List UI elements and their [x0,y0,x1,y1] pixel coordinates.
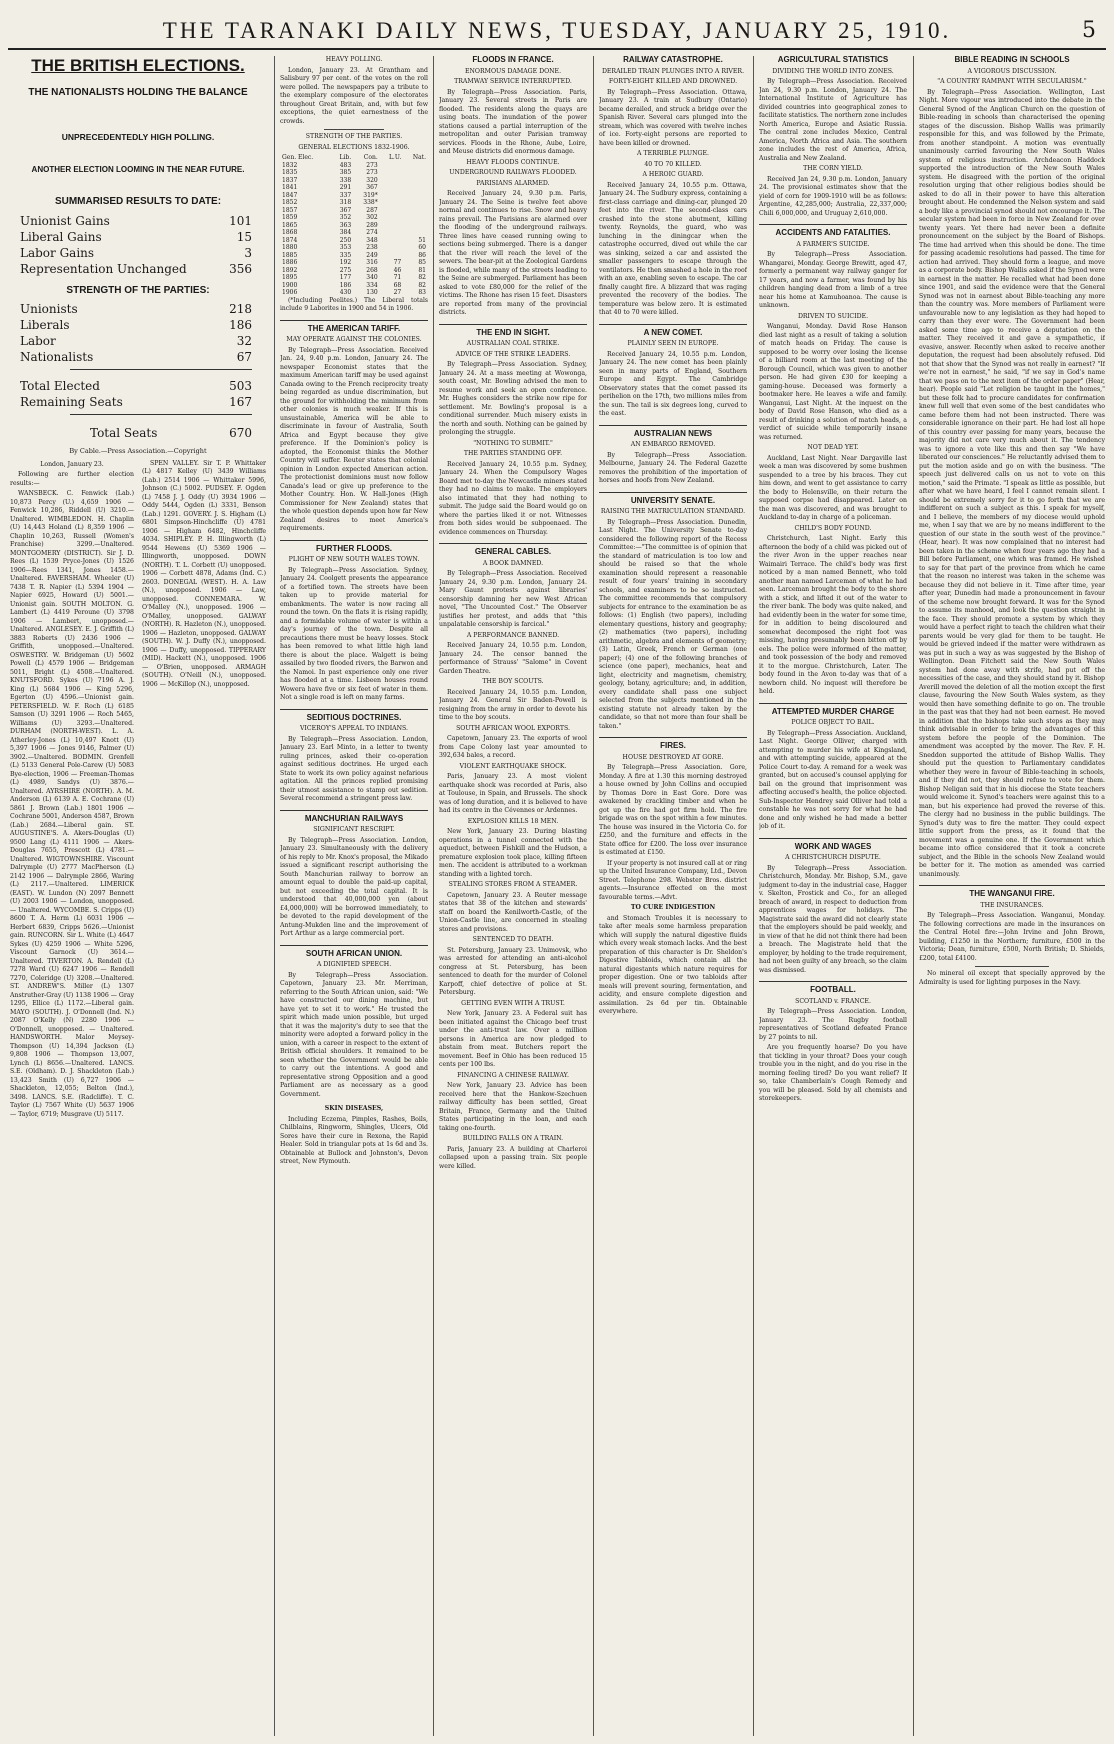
article-subheading: 40 TO 70 KILLED. [644,160,702,168]
article-subheading: HEAVY FLOODS CONTINUE. [466,158,560,166]
table-row [280,199,428,207]
table-cell [380,222,404,230]
article-heading: BIBLE READING IN SCHOOLS [954,56,1070,64]
article-heading: FLOODS IN FRANCE. [472,56,554,64]
table-row [280,252,428,260]
dateline: London, January 23. [40,460,104,468]
table-cell: 1880 [282,244,298,251]
seats-rule [70,414,252,415]
summary-row: Representation Unchanged 356 [20,261,252,276]
party-row: Unionists 218 [20,302,252,316]
article-heading: ATTEMPTED MURDER CHARGE [759,703,907,717]
table-cell: 1906 [282,289,298,296]
table-cell: 384 [339,229,352,236]
table-cell: 77 [393,259,402,266]
table-title: GENERAL ELECTIONS 1832-1906. [298,143,410,151]
article-subheading: STEALING STORES FROM A STEAMER. [448,881,578,888]
table-cell: 316 [366,259,378,266]
article-body: By Telegraph—Press Association. Auckland, Last Night. George Olliver, charged with attempting to murder his wife at Kingsland, and with attempting suicide, appeared at the Police Court to-day. A remand for a week was granted, but on accused's counsel applying for bail on the ground that imprisonment was affecting accused's health, the police objected. Sub-Inspector Hendrey said Olliver had told a constable he was not sorry for what he had done and only wished he had made a better job of it. [759,729,907,830]
divider [324,129,383,130]
article-subheading: AN EMBARGO REMOVED. [630,441,716,448]
article-subheading: THE INSURANCES. [980,901,1044,909]
table-cell [403,229,428,237]
article-subheading: PLAINLY SEEN IN EUROPE. [627,340,719,347]
article-body: No mineral oil except that specially approved by the Admiralty is used for lighting purposes in the Navy. [919,970,1105,986]
table-cell: 367 [366,184,378,191]
table-cell: 46 [393,266,402,274]
article-heading: SEDITIOUS DOCTRINES. [280,709,428,723]
article-subheading: THE CORN YIELD. [803,165,863,172]
table-cell: 291 [339,184,352,191]
table-cell: 1885 [282,251,298,259]
table-cell [403,162,428,170]
article-body: Capetown, January 23. The exports of wool from Cape Colony last year amounted to 392,634 bales, a record. [439,735,587,759]
article-body: By Telegraph—Press Association. London, January 23. The Rugby football representatives of Scotland defeated France by 27 points to nil. [759,1008,907,1041]
intro-text: Following are further election results:— [10,471,134,487]
article-body: By Telegraph—Press Association. London, January 23. Earl Minto, in a letter to twenty ruling princes, asked their co-operation against seditious doctrines. He urged each State to work its own policy against nefarious agitation. All the princes replied promising their utmost assistance to stamp out sedition. Several recommend a stringent press law. [280,735,428,802]
table-cell [403,199,428,207]
table-note: (*Including Peelites.) The Liberal totals include 9 Laborites in 1900 and 54 in 1906. [280,296,428,312]
article-subheading: DRIVEN TO SUICIDE. [797,312,869,320]
article-heading: RAILWAY CATASTROPHE. [623,56,723,64]
table-cell: 363 [339,221,352,229]
article-body: St. Petersburg, January 23. Unimovsk, who was arrested for attending an anti-alcohol congress at St. Petersburg, has been sentenced to death for the murder of Colonel Karpoff, chief detective of police at St. Petersburg. [439,946,587,996]
article-subheading: A FARMER'S SUICIDE. [796,240,870,248]
table-cell: 367 [339,206,352,214]
article-heading: A NEW COMET. [599,324,747,338]
table-cell: 82 [418,281,426,289]
table-cell: 238 [366,244,378,251]
table-cell: 319* [363,191,378,199]
table-cell [380,244,404,252]
table-cell: 51 [418,236,426,244]
table-cell: 340 [366,274,378,281]
table-cell: 268 [366,266,378,274]
article-heading: ACCIDENTS AND FATALITIES. [759,224,907,238]
article-subheading: AUSTRALIAN COAL STRIKE. [466,340,560,347]
table-cell: 353 [339,244,352,251]
table-cell: 250 [339,236,352,244]
article-heading: FOOTBALL. [759,981,907,995]
table-row [280,282,428,290]
table-cell: 1892 [282,266,298,274]
table-cell: 83 [418,289,426,296]
article-body: London, January 23. At Grantham and Salisbury 97 per cent. of the votes on the roll were polled. The newspapers pay a tribute to the exemplary composure of the electorates throughout Great Britain, and, with but few exceptions, the quiet earnestness of the crowds. [280,66,428,125]
total-seats-row: Total Seats 670 [90,426,252,440]
article-subheading: "NOTHING TO SUBMIT." [473,439,553,447]
table-cell: 1886 [282,259,298,266]
article-subheading: MAY OPERATE AGAINST THE COLONIES. [286,336,422,343]
advert-body: and Stomach Troubles it is necessary to take after meals some harmless preparation which will supply the natural digestive fluids which every weak stomach lacks. And the best preparation of this character is Dr. Sheldon's Digestive Tabloids, which contain all the natural digestants which nature requires for proper digestion. One or two tabloids after meals will prevent souring, fermentation, and acidity, and ensure complete digestion and assimilation. 2s 6d per tin. Obtainable everywhere. [599,914,747,1015]
summary-list [10,213,266,277]
table-cell [380,177,404,185]
article-body: By Telegraph—Press Association. Sydney, January 24. Coolgett presents the appearance of a fortified town. The streets have been taken up to provide material for embankments. The water is now racing all round the town. On the flats it is rising rapidly, and a formidable volume of water is within a day's journey of the town. Despite all precautions there must be heavy losses. Stock has been removed to what little high land there is about the place. Walgett is being assailed by two flooded rivers, the Barwon and the Namoi. In past experience only one river has flooded at a time. Lisbeen houses round Wowera have five or six feet of water in them. Not a single road is left on many farms. [280,566,428,701]
article-heading: AGRICULTURAL STATISTICS [777,56,889,64]
table-cell: 249 [366,251,378,259]
table-cell: 1841 [282,184,298,191]
article-subheading: SCOTLAND v. FRANCE. [795,997,871,1005]
table-cell: 186 [339,281,352,289]
headline: THE BRITISH ELECTIONS. [31,56,245,75]
masthead-title: THE TARANAKI DAILY NEWS, TUESDAY, JANUARY 25, 1910. [162,18,952,43]
article-heading: AUSTRALIAN NEWS [599,425,747,439]
article-subheading: EXPLOSION KILLS 18 MEN. [467,817,559,825]
article-heading: GENERAL CABLES. [439,543,587,557]
table-header-row: Gen. Elec. Lib. Con. L.U. Nat. [282,154,426,161]
article-subheading: HOUSE DESTROYED AT GORE. [622,753,724,761]
table-cell: 338 [339,176,352,184]
table-cell: 1835 [282,169,298,176]
article-heading: THE END IN SIGHT. [439,324,587,338]
article-heading: HEAVY POLLING. [325,56,383,63]
article-subheading: UNDERGROUND RAILWAYS FLOODED. [449,169,577,176]
table-cell: 177 [339,274,352,281]
article-subheading: SENTENCED TO DEATH. [472,936,554,943]
table-cell: 334 [366,281,378,289]
article-heading: SOUTH AFRICAN UNION. [280,945,428,959]
table-cell: 335 [339,251,352,259]
article-body: By Telegraph—Press Association. Received Jan 24, 9.30 p.m. London, January 24. The International Institute of Agriculture has divided countries into geographical zones to facilitate statistics. The northern zone includes North America, Europe and Asiatic Russia. The central zone includes Mexico, Central America, North Africa and Asia. The southern zone includes the rest of America, Africa, Australia and New Zealand. [759,78,907,162]
results-right [142,460,266,1122]
table-cell [403,169,428,177]
table-cell [380,184,404,192]
table-cell: 1837 [282,176,298,184]
article-subheading: THE PARTIES STANDING OFF. [463,450,563,457]
total-row: Total Elected 503 [20,379,252,393]
article-subheading: VICEROY'S APPEAL TO INDIANS. [299,725,409,732]
summary-heading: SUMMARISED RESULTS TO DATE: [54,196,222,207]
article-body: Capetown, January 23. A Reuter message states that 38 of the kitchen and stewards' staff on board the Kenilworth-Castle, of the Union-Castle line, are concerned in stealing stores and provisions. [439,891,587,933]
table-cell: 320 [366,176,378,184]
article-body: Paris, January 23. A most violent earthquake shock was recorded at Paris, also at Toulouse, in Spain, and Brussels. The shock was of long duration, and it is believed to have had its centre in the Cévennes or Ardennes. [439,773,587,814]
table-row [280,162,428,170]
table-cell: 289 [366,221,378,229]
advert-heading: SKIN DISEASES, [324,1105,384,1112]
summary-row: Liberal Gains 15 [20,229,252,244]
article-body: Received January 24, 10.55 p.m. London, January 24. The new comet has been plainly seen in many parts of England, Southern Europe and Egypt. The Cambridge Observatory states that the comet passed its perihelion on the 17th, two millions miles from the sun. The tail is six degrees long, curved to the east. [599,350,747,417]
article-subheading: GETTING EVEN WITH A TRUST. [461,999,565,1007]
results-text: WANSBECK. C. Fenwick (Lab.) 10,873 Percy (U.) 4,659 1906 — Fenwick 10,286, Riddell (U) 3210.—Unaltered. WIMBLEDON. H. Chaplin (U) 14,443 Holand (L) 8,359 1906 — Chaplin 10,263, Russell (Women's Franchise) 3299.—Unaltered. MONTGOMERY (DISTRICT). Sir J. D. Rees (L) 1539 Pryce-Jones (U) 1526 1906—Rees 1341, Jones 1458.—Unaltered. FAVERSHAM. Wheeler (U) 7438 T. R. Napier (L) 5394 1904 — Napier 6925, Howard (U) 5001.—Unionist gain. SOUTH MOLTON. G. Lambert (L) 4419 Peroune (U) 3798 1906 — Lambert, unopposed.—Unaltered. ANGLESEY. E. J. Griffith (L) 3883 Roberts (U) 2436 1906 — Griffith, unopposed.—Unaltered. OSWESTRY. W. Bridgeman (U) 5602 Powell (L) 4579 1906 — Bridgeman 5011, Bright (L) 4508.—Unaltered. KNUTSFORD. Sykes (U) 7196 A. J. King (L) 5684 1906 — King 5296, Egerton (U) 4596.—Unionist gain. PETERSFIELD. W. F. Roch (L) 6185 Samson (U) 3291 1906 — Roch 5465, Williams (U) 3293.—Unaltered. DURHAM (NORTH-WEST). L. A. Atherley-Jones (L) 10,497 Knott (U) 5,397 1906 — Jones 9146, Palmer (U) 3902.—Unaltered. BODMIN. Grenfell (L) 5133 General Pole-Carew (U) 5083 Bye-election, 1906 — Freeman-Thomas (L) 4989, Sandys (U) 3876.—Unaltered. AYRSHIRE (NORTH). A. M. Anderson (L) 6139 A. E. Cochrane (U) 5861 J. Brown (Lab.) 1801 1906 — Cochrane 5001, Anderson 4587, Brown (Lab.) 2684.—Liberal gain. ST. AUGUSTINE'S. A. Akers-Douglas (U) 9500 Lang (L) 4111 1906 — Akers-Douglas 7655, Prescott (L) 4781.—Unaltered. WIGTOWNSHIRE. Viscount Dalrymple (U) 2777 MacPherson (L) 2142 1906 — Dalrymple 2866, Waring (L) 2117.—Unaltered. LIMERICK (EAST). W. Lundon (N) 2097 Bennett (U) 2003 1906 — London, unopposed. — Unaltered. WYCOMBE. S. Cripps (U) 8600 T. A. Herm (L) 6031 1906 — Herbert 6839, Cripps 5626.—Unionist gain. RUNCORN. Sir L. White (L) 4647 Sykes (U) 4259 1906 — White 5296, Viscount Garnock (U) 3614.—Unaltered. TIVERTON. A. Rendell (L) 7278 Ward (U) 6247 1906 — Rendell 7270, Coleridge (U) 3208.—Unaltered. ST. ANDREW'S. Miller (L) 1307 Anstruther-Gray (U) 1138 1906 — Gray 1295, Ellice (L) 1172.—Liberal gain. MAYO (SOUTH). J. O'Donnell (Ind. N.) 2087 O'Kelly (N) 2280 1906 — O'Donnell, unopposed. — Unaltered. HANDSWORTH. Malor Meysey-Thompson (U) 14,394 Jackson (L) 9,808 1906 — Thompson 13,007, Lynch (L) 8656.—Unaltered. LANCS. S.E. (Oldham). D. J. Shackleton (Lab.) 13,423 Smith (U) 6,727 1906 — Shackleton, 12,055; Belton (Ind.), 3498. LANCS. S.E. (Radcliffe). T. C. Taylor (L) 7567 White (U) 5637 1906 — Taylor, 6719; Musgrave (U) 5117. [10,490,134,1118]
table-cell: 1857 [282,206,298,214]
table-cell [403,222,428,230]
parties-list [10,301,266,365]
table-cell [403,184,428,192]
article-subheading: DERAILED TRAIN PLUNGES INTO A RIVER. [601,67,745,75]
table-cell: 338* [363,199,378,206]
article-subheading: PARISIANS ALARMED. [476,179,550,187]
table-cell: 60 [418,244,426,251]
article-body: By Telegraph—Press Association. Paris, January 23. Several streets in Paris are flooded. The residents along the quays are using boats. The inundation of the power stations caused a partial interruption of the metropolitan and outer Parisian tramway services. Floods in the Rhone, Aube, Loire, and Meuse districts did enormous damage. [439,88,587,155]
article-body: By Telegraph—Press Association. Sydney, January 24. At a mass meeting at Wowonga, south coast, Mr. Bowling advised the men to resume work and seek an open conference. Mr. Hughes considers the strike now ripe for settlement. Mr. Bowling's proposal is a conditional surrender. Much misery exists in the north and south. Nothing can be gained by prolonging the struggle. [439,361,587,436]
table-cell: 68 [393,281,402,289]
article-subheading: ENORMOUS DAMAGE DONE. [464,67,562,75]
column-rule [274,56,275,1736]
article-body: By Telegraph—Press Association. Received Jan. 24, 9.40 p.m. London, January 24. The newspaper Economist states that the maximum American tariff may be used against Canada owing to the French reciprocity treaty being regarded as undue discrimination, but the ground for withholding the minimum from other colonies is much weaker. If this is unsustainable, America will be able to discriminate in favour of Australia, South Africa and Egypt because they give preference. If the Dominion's policy is adopted, the Economist thinks the Mother Country will suffer. Reuter states that colonial opinion in London expected American action. The protectionist dominions must now follow Canada's lead or give up preference to the Mother Country. Hon. W. Hall-Jones (High Commissioner for New Zealand) states that the whole question depends upon how far New Zealand desires to meet America's requirements. [280,346,428,532]
table-row [280,207,428,215]
results-area [10,460,266,1122]
article-subheading: ADVICE OF THE STRIKE LEADERS. [455,350,571,358]
table-cell: 275 [339,266,352,274]
article-subheading: A DIGNIFIED SPEECH. [316,961,392,968]
party-row: Liberals 186 [20,318,252,332]
table-cell: 192 [339,259,352,266]
article-subheading: "A COUNTRY RAMPANT WITH SECULARISM." [937,78,1087,85]
column-rule [433,56,434,1736]
article-subheading: SIGNIFICANT RESCRIPT. [313,826,395,833]
table-cell: 430 [339,289,352,296]
article-subheading: POLICE OBJECT TO BAIL. [791,719,875,726]
article-heading: FURTHER FLOODS. [280,540,428,554]
total-row: Remaining Seats 167 [20,395,252,409]
article-body: Received January 24, 10.55 p.m. Ottawa, January 24. The Sudbury express, containing a first-class carriage and dining-car, plunged 20 feet into the river. The second-class cars crashed into the stone abutment, killing twenty. Reynolds, the guard, who was lunching in the diningcar when the catastrophe occurred, dived out while the car was sinking, seized a car and assisted the smaller passengers to escape through the ventilators. He then smashed a hole in the roof with an axe, enabling seven to escape. The car finally caught fire. A blizzard that was raging prevented the recovery of the bodies. The temperature was below zero. It is estimated that 40 to 70 were killed. [599,181,747,316]
masthead [8,18,1106,50]
table-cell [380,252,404,260]
article-body: New York, January 23. During blasting operations in a tunnel connected with the aqueduct, between Fishkill and the Hudson, a premature explosion took place, killing fifteen men. The accident is attributed to a workman standing with a lighted torch. [439,828,587,878]
article-body: Christchurch, Last Night. Early this afternoon the body of a child was picked out of the river Avon in the upper reaches near Waimairi Terrace. The child's body was first noticed by a man named Bennett, who told another man named Larceman of what he had seen. Larceman brought the body to the shore with a stick, and lifted it out of the water to the river bank. The body was quite naked, and had evidently been in the water for some time, for in addition to being discoloured and somewhat decomposed the right foot was missing, having presumably been bitten off by eels. The police were informed of the matter, and took possession of the body and removed it to the morgue. Christchurch, Later. The body found in the Avon to-day was that of a newborn child. No inquest will therefore be held. [759,535,907,695]
table-cell [403,214,428,222]
table-cell: 483 [339,161,352,169]
article-subheading: NOT DEAD YET. [807,444,859,451]
table-cell [380,162,404,170]
article-body: By Telegraph—Press Association. Wanganui, Monday. The following corrections are made in the insurances on the Central Hotel fire:—John Irvine and John Brown, building, £1250 in the Northern; furniture, £500 in the Victoria; Dean, furniture, £500, North British; D. Shields, £200, total £4100. [919,912,1105,962]
table-cell: 1865 [282,221,298,229]
table-row [280,177,428,185]
column-5 [759,56,907,1736]
article-body: Received January 24, 9.30 p.m. Paris, January 24. The Seine is twelve feet above normal and continues to rise. Snow and heavy rains prevail. The Parisians are alarmed over the flooding of the underground railways. Three lines have ceased running owing to sections being submerged. There is a danger that the river will reach the level of the sewers. The bear-pit at the Zoological Gardens is flooded, while many of the streets leading to the Seine are submerged. Parliament has been asked to vote £80,000 for the relief of the victims. The Rhone has risen 15 feet. Disasters are reported from many of the provincial districts. [439,190,587,316]
article-body: By Telegraph—Press Association. Ottawa, January 23. A train at Sudbury (Ontario) became derailed, and struck a bridge over the Spanish River. Several cars plunged into the stream, which was covered with twelve inches of ice. Forty-eight persons are reported to have been killed or drowned. [599,88,747,147]
advert-heading: TO CURE INDIGESTION [630,904,716,911]
article-body: Paris, January 23. A building at Charleroi collapsed upon a passing train. Six people were killed. [439,1145,587,1170]
article-subheading: DIVIDING THE WORLD INTO ZONES. [772,67,894,75]
subheadline-1: THE NATIONALISTS HOLDING THE BALANCE [28,86,248,98]
table-row [280,237,428,245]
table-cell: 1847 [282,191,298,199]
table-cell: 86 [418,251,426,259]
article-body: By Telegraph—Press Association. Whangarei, Monday. George Brewitt, aged 47, formerly a permanent way railway ganger for 17 years, and now a farmer, was found by his children hanging dead from a limb of a tree near his home at Kamuhoanoa. The cause is unknown. [759,251,907,309]
article-body: Received January 24, 10.55 p.m. London, January 24. General Sir Baden-Powell is resigning from the army in order to devote his time to the boy scouts. [439,688,587,721]
table-cell: 1852 [282,199,298,206]
article-body: By Telegraph—Press Association. Wellington, Last Night. More vigour was introduced into the debate in the General Synod of the Anglican Church on the question of Bible-reading in schools than characterised the opening stages of the discussion. Bishop Wallis was primarily responsible for this, and was followed by the Primate, from another standpoint. A motion was eventually unanimously carried favouring the New South Wales system of religious instruction. Archdeacon Haddock supported the introduction of the New South Wales system. He disagreed with the portion of the original resolution urging that other religious bodies should be asked to do all in their power to have this alteration brought about. He condemned the Nelson system and said a body like a provincial synod should not encourage it. The secular system had been in force in New Zealand for over twenty years. Yet there had never been a definite pronouncement on the subject by the Board of Bishops. The time had arrived when this should be done. The time for passing academic resolutions had passed. The time for action had arrived. They should form a league, and move as a corporate body. Bishop Wallis asked if the Synod were in earnest in the matter. He recalled what had been done since 1901, and said the evidence were that the General Synod was not in earnest about Bible-teaching any more than the country was. More members of Parliament were unfavourable now to any legislation as they had hoped to carry than they ever were. The Government had been asked some time ago to receive a deputation on the matter. They received it and gave a sympathetic, if evasive, answer. Recently when asked to receive another deputation, the request had been absolutely refused. Did not that show that the Synod was not really in earnest? "If we're not in earnest," he said, "if we say in God's name that we pass on to the next item of the order paper" (Hear, hear). People said "Let religion be taught in the homes," but these folk had to procure candidates for confirmation knew full well that even some of the best candidates who came before them had not been instructed. There was considerable ignorance on their part. He had lost all hope of this country ever passing for many years, because the majority did not care very much about it. The tendency was to ignore a vote like this and then say "We have liberated our consciences." He reluctantly advised them to put the motion aside and go on with the business. "The speech just delivered calls on us not to vote on this motion," said the Primate. "I speak as little as possible, but after what we have heard, I feel I cannot remain silent. I should be extremely sorry for it to go forth that we are indifferent on such a subject as this. I speak for myself, and I believe, the members of my diocese would uphold me, when I say that we are by no means indifferent to the question of our state in the south west of the province." (Hear, hear). It was now complained that no interest had been taken in the scheme when four years ago they had a Bill before Parliament, one which was framed. He wished to say for that part of the province from which he came that the reason no interest was taken in the scheme was because they did not believe in it. Time after time, year after year, Dunedin had made a pronouncement in favour of the scheme now brought forward. It was for the Synod to assume its manhood, and look the question straight in the face. They should promote a system by which they would have a perfect right to teach the children what their parents would be very glad for them to be taught. He would be grieved indeed if the matter were withdrawn as was put in such a way as was suggested by the Bishop of Wellington. Dean Fitchett said the New South Wales system had done away with strife, had put off the necessities of the case, and they should stand by it. Bishop Averill moved the deletion of all the motion except the first clause, favouring the New South Wales system, as they would then have something definite to go on. The trouble in the past was that they had not been earnest. He moved in addition that the bishops take such steps as they may think advisable in order to bring the advantages of this system before the people of the Dominion. The amendment was accepted by the mover. The Rev. F. H. Sneddon supported the attitude of Bishop Wallis. They should put the question to Parliamentary candidates whether they were in favour of Bible-teaching in schools, and if they did not, they should refuse to vote for them. Bishop Neligan said that in his diocese the State teachers would welcome it. Synod's teachers were against this to a man, but his experience had proved the reverse of this. The clergy had no business in the public buildings. The Synod's duty was to fire the matter. They could expect little support from the press, as it found that the movement was a genuine one. If the Government which became into office considered that it took a concrete subject, and the Bible in the schools New Zealand would be better for it. The motion as amended was carried unanimously. [919,88,1105,878]
table-cell: 1868 [282,229,298,236]
article-heading: THE AMERICAN TARIFF. [280,320,428,334]
article-body: New York, January 23. A Federal suit has been initiated against the Chicago beef trust under the anti-trust law. Over a million persons in America are now pledged to abstain from meat. Butchers report the movement. Beef in Ohio has been reduced 15 cents per 100 lbs. [439,1010,587,1068]
article-subheading: A VIGOROUS DISCUSSION. [967,67,1057,75]
table-row [280,222,428,230]
column-1 [10,56,266,1736]
article-subheading: VIOLENT EARTHQUAKE SHOCK. [459,762,567,770]
article-body: Wanganui, Monday. David Rose Hanson died last night as a result of taking a solution of match heads on Friday. The cause is supposed to be worry over losing the license of a billiard room at the last meeting of the Borough Council, which was given to another person. He had given £30 for keeping a gaming-house. Deceased was formerly a bootmaker here. He leaves a wife and family. Wanganui, Last Night. At the inquest on the body of David Rose Hanson, who died as a result of drinking a solution of match heads, a verdict of suicide while temporarily insane was returned. [759,323,907,441]
table-cell: 85 [418,259,426,266]
article-subheading: A TERRIBLE PLUNGE. [637,150,709,157]
table-cell: 318 [339,199,352,206]
article-subheading: CHILD'S BODY FOUND. [794,524,872,532]
table-cell: 1900 [282,281,298,289]
table-cell [380,192,404,200]
article-subheading: PLIGHT OF NEW SOUTH WALES TOWN. [288,556,420,563]
article-body: By Telegraph—Press Association. Capetown, January 23. Mr. Merriman, referring to the South African union, said: "We have constructed our dining machine, but have yet to set it to work." He trusted the spirit which made union possible, but urged that it was the majority's duty to see that the minority were adopted a forward policy in the union, with a career in respect to the extent of British official shoulders. It remained to be seen whether the Government would be able to carry out the intentions. A good and representative strong Opposition and a good Parliament are as necessary as a good Government. [280,971,428,1098]
column-3 [439,56,587,1736]
article-heading: THE WANGANUI FIRE. [919,885,1105,899]
column-6 [919,56,1105,1736]
table-cell: 81 [418,266,426,274]
table-cell: 348 [366,236,378,244]
table-cell: 337 [339,191,352,199]
table-cell [380,169,404,177]
table-cell [380,207,404,215]
article-body: By Telegraph—Press Association. Dunedin, Last Night. The University Senate to-day considered the following report of the Recess Committee:—"The committee is of opinion that the standard of matriculation is too low and should be raised so that the whole examination should represent a reasonable result of four years' training in secondary schools, and examiners to be so instructed. The committee recommends that compulsory subjects for entrance to the examination be as follows: (1) English (two papers), including elementary questions, history and geography; (2) mathematics (two papers), including arithmetic, algebra and elements of geometry; (3) Latin, Greek, French or German (one paper); (4) one of the following branches of science (one paper), mechanics, heat and light, electricity and magnetism, chemistry, geology, botany, agriculture; and, in addition, every candidate shall pass one subject selected from the subjects mentioned in the existing statute not already taken by the candidate, so that not more than four shall be taken." [599,518,747,730]
table-cell: 27 [393,289,402,296]
article-subheading: FORTY-EIGHT KILLED AND DROWNED. [608,78,738,85]
parties-heading: STRENGTH OF THE PARTIES: [66,284,210,296]
table-row [280,244,428,252]
article-body: New York, January 23. Advice has been received here that the Hankow-Szechuen railway difficulty has been settled, Great Britain, France, Germany and the United States participating in the loan, and each taking one-fourth. [439,1082,587,1132]
article-body: Received January 24, 10.55 p.m. London, January 24. The censor banned the performance of Strauss' "Salome" in Covent Garden Theatre. [439,642,587,675]
article-subheading: A BOOK DAMNED. [482,559,544,567]
subheadline-3: ANOTHER ELECTION LOOMING IN THE NEAR FUTURE. [31,164,245,174]
table-row [280,169,428,177]
article-body: Auckland, Last Night. Near Dargaville last week a man was discovered by some bushmen suspended to a tree by his braces. They cut him down, and went to get assistance to carry the body to Helensville, on their return the supposed corpse had disappeared. Later on the man was discovered, and was brought to Auckland to-day in charge of a policeman. [759,454,907,521]
article-subheading: SOUTH AFRICAN WOOL EXPORTS. [456,724,570,732]
column-2 [280,56,428,1736]
table-cell: 385 [339,169,352,176]
article-subheading: A HEROIC GUARD. [642,171,704,178]
party-row: Nationalists 67 [20,350,252,364]
table-cell [380,214,404,222]
elections-table [280,154,428,297]
summary-row: Unionist Gains 101 [20,213,252,228]
article-subheading: A PERFORMANCE BANNED. [466,631,560,639]
results-left [10,460,134,1122]
table-row [280,214,428,222]
article-subheading: A CHRISTCHURCH DISPUTE. [785,854,881,861]
table-row [280,274,428,282]
totals-rule [70,369,252,370]
table-cell: 1832 [282,161,298,169]
article-body: By Telegraph—Press Association. Gore, Monday. A fire at 1.30 this morning destroyed a house owned by John Collins and occupied by Thomas Dore in East Gore. Dore was awakened by crackling timber and when he got up the fire had got firm hold. The fire brigade was on the spot within a few minutes. The house was insured in the Victoria Co. for £250, and the furniture and effects in the State office for £200. The loss over insurance is estimated at £150. [599,764,747,856]
advert-body: Including Eczema, Pimples, Rashes, Boils, Chilblains, Ringworm, Shingles, Ulcers, Old Sores have their cure in Rexona, the Rapid Healer. Sold in triangular pots at 1s 6d and 3s. Obtainable at Bullock and Johnston's, Devon street, New Plymouth. [280,1115,428,1165]
table-cell: 82 [418,274,426,281]
article-body: By Telegraph—Press Association. London, January 23. Simultaneously with the delivery of his reply to Mr. Knox's proposal, the Mikado issued a significant rescript authorising the South Manchurian railway to borrow an amount equal to double the paid-up capital, but not exceeding the total capital. It is understood that 40,000,000 yen (about £4,000,000) will be borrowed immediately, to be devoted to the rapid development of the Antung-Mukden line and the improvement of Port Arthur as a large commercial port. [280,836,428,937]
article-subheading: THE BOY SCOUTS. [482,678,544,685]
article-heading: MANCHURIAN RAILWAYS [280,810,428,824]
table-cell: 302 [366,214,378,221]
table-cell [403,207,428,215]
table-cell [380,199,404,207]
article-subheading: FINANCING A CHINESE RAILWAY. [457,1071,569,1079]
article-subheading: TRAMWAY SERVICE INTERRUPTED. [454,78,572,85]
divider [975,966,1049,967]
column-4 [599,56,747,1736]
byline: By Cable.—Press Association.—Copyright [69,447,207,455]
page-number: 5 [1082,18,1096,43]
column-rule [753,56,754,1736]
table-row [280,259,428,267]
table-cell [403,177,428,185]
advert-body: Are you frequently hoarse? Do you have that tickling in your throat? Does your cough trouble you in the night, and do you rise in the morning feeling tired? Do you want relief? If so, take Chamberlain's Cough Remedy and you will be pleased. Sold by all chemists and storekeepers. [759,1044,907,1102]
table-row [280,289,428,297]
advert-body: If your property is not insured call at or ring up the United Insurance Company, Ltd., Devon Street. Telephone 298. Webster Bros. district agents.—Insurance effected on the most favourable terms.—Advt. [599,859,747,901]
results-text: SPEN VALLEY. Sir T. P. Whittaker (L) 4817 Kelley (U) 3439 Williams (Lab.) 2514 1906 — Whittaker 5996, Johnson (C.) 5002. PUDSEY. F. Ogden (L) 7458 J. J. Oddy (U) 3934 1906 — Oddy 5444, Ogden (L) 3331, Benson (Lab.) 1291. GOVERY. J. S. Higham (L) 6801 Simpson-Hinchcliffe (U) 4781 1906 — Higham 6482, Hinchcliffe 4034. SHIPLEY. P. H. Illingworth (L) 9544 Hewens (U) 5369 1906 — Illingworth, unopposed. DOWN (NORTH). T. L. Corbett (U) unopposed. 1906 — Corbett 4878, Adams (Ind. C.) 2603. DONEGAL (WEST). H. A. Law (N.), unopposed. 1906 — Law, unopposed. CONNEMARA. W. O'Malley (N.), unopposed. 1906 — O'Malley, unopposed. GALWAY (NORTH). R. Hazleton (N.), unopposed. 1906 — Hazleton, unopposed. GALWAY (SOUTH). W. J. Duffy (N.), unopposed. 1906 — Duffy, unopposed. TIPPERARY (MID). Hackett (N.), unopposed. 1906 — O'Brien, unopposed. ARMAGH (SOUTH). O'Neill (N.), unopposed. 1906 — McKillop (N.), unopposed. [142,459,266,688]
table-cell: 1859 [282,214,298,221]
table-cell [380,237,404,245]
table-row [280,267,428,275]
article-heading: FIRES. [599,737,747,751]
table-cell: 352 [339,214,352,221]
article-heading: WORK AND WAGES [759,838,907,852]
article-heading: UNIVERSITY SENATE. [599,492,747,506]
table-cell: 1874 [282,236,298,244]
column-rule [913,56,914,1736]
article-body: By Telegraph—Press Association. Christchurch, Monday. Mr. Bishop, S.M., gave judgment to-day in the industrial case, Hagger v. Skelton, Frostick and Co., for an alleged breach of award, in respect to deduction from apprentices wages for holidays. The Magistrate said the award did not clearly state that the employers should be paid weekly, and in view of that he did not think there had been a breach. The Magistrate held that the employer, by holding to the trade requirement, had not been guilty of any breach, so the claim was dismissed. [759,864,907,974]
table-cell: 273 [366,169,378,176]
article-subheading: RAISING THE MATRICULATION STANDARD. [600,508,746,515]
table-cell: 287 [366,206,378,214]
column-rule [593,56,594,1736]
subheadline-2: UNPRECEDENTEDLY HIGH POLLING. [61,132,215,142]
article-body: Received January 24, 10.55 p.m. Sydney, January 24. When the Compulsory Wages Board met to-day the Newcastle miners stated they had no claims to make. The employers also intimated that they had nothing to submit. The judge said the Board would go on where the parties liked it or not. Witnesses from both sides would be subpoenaed. The evidence commences on Thursday. [439,460,587,536]
table-cell: 71 [393,274,402,281]
article-body: By Telegraph—Press Association. Melbourne, January 24. The Federal Gazette removes the prohibition of the importation of horses and hoofs from New Zealand. [599,451,747,484]
table-cell: 273 [366,161,378,169]
table-cell [403,192,428,200]
table-row [280,229,428,237]
article-body: Received Jan 24, 9.30 p.m. London, January 24. The provisional estimates show that the yield of corn for 1909-1910 will be as follows: Argentine, 42,285,000; Australia, 22,337,000; Chili 6,000,000, and Uruguay 2,610,000. [759,175,907,217]
table-row [280,184,428,192]
table-cell: 274 [366,229,378,236]
summary-row: Labor Gains 3 [20,245,252,260]
article-body: By Telegraph—Press Association. Received January 24, 9.30 p.m. London, January 24. Mary Gaunt protests against libraries' censorship damning her new West African novel, "The Uncounted Cost." The Observer justifies her protest, and adds that "this unpalatable censorship is farcical." [439,570,587,628]
table-cell: 130 [366,289,378,296]
party-row: Labor 32 [20,334,252,348]
table-cell [380,229,404,237]
table-row [280,192,428,200]
article-subheading: BUILDING FALLS ON A TRAIN. [462,1135,564,1142]
table-cell: 1895 [282,274,298,281]
article-heading: STRENGTH OF THE PARTIES. [305,133,403,140]
